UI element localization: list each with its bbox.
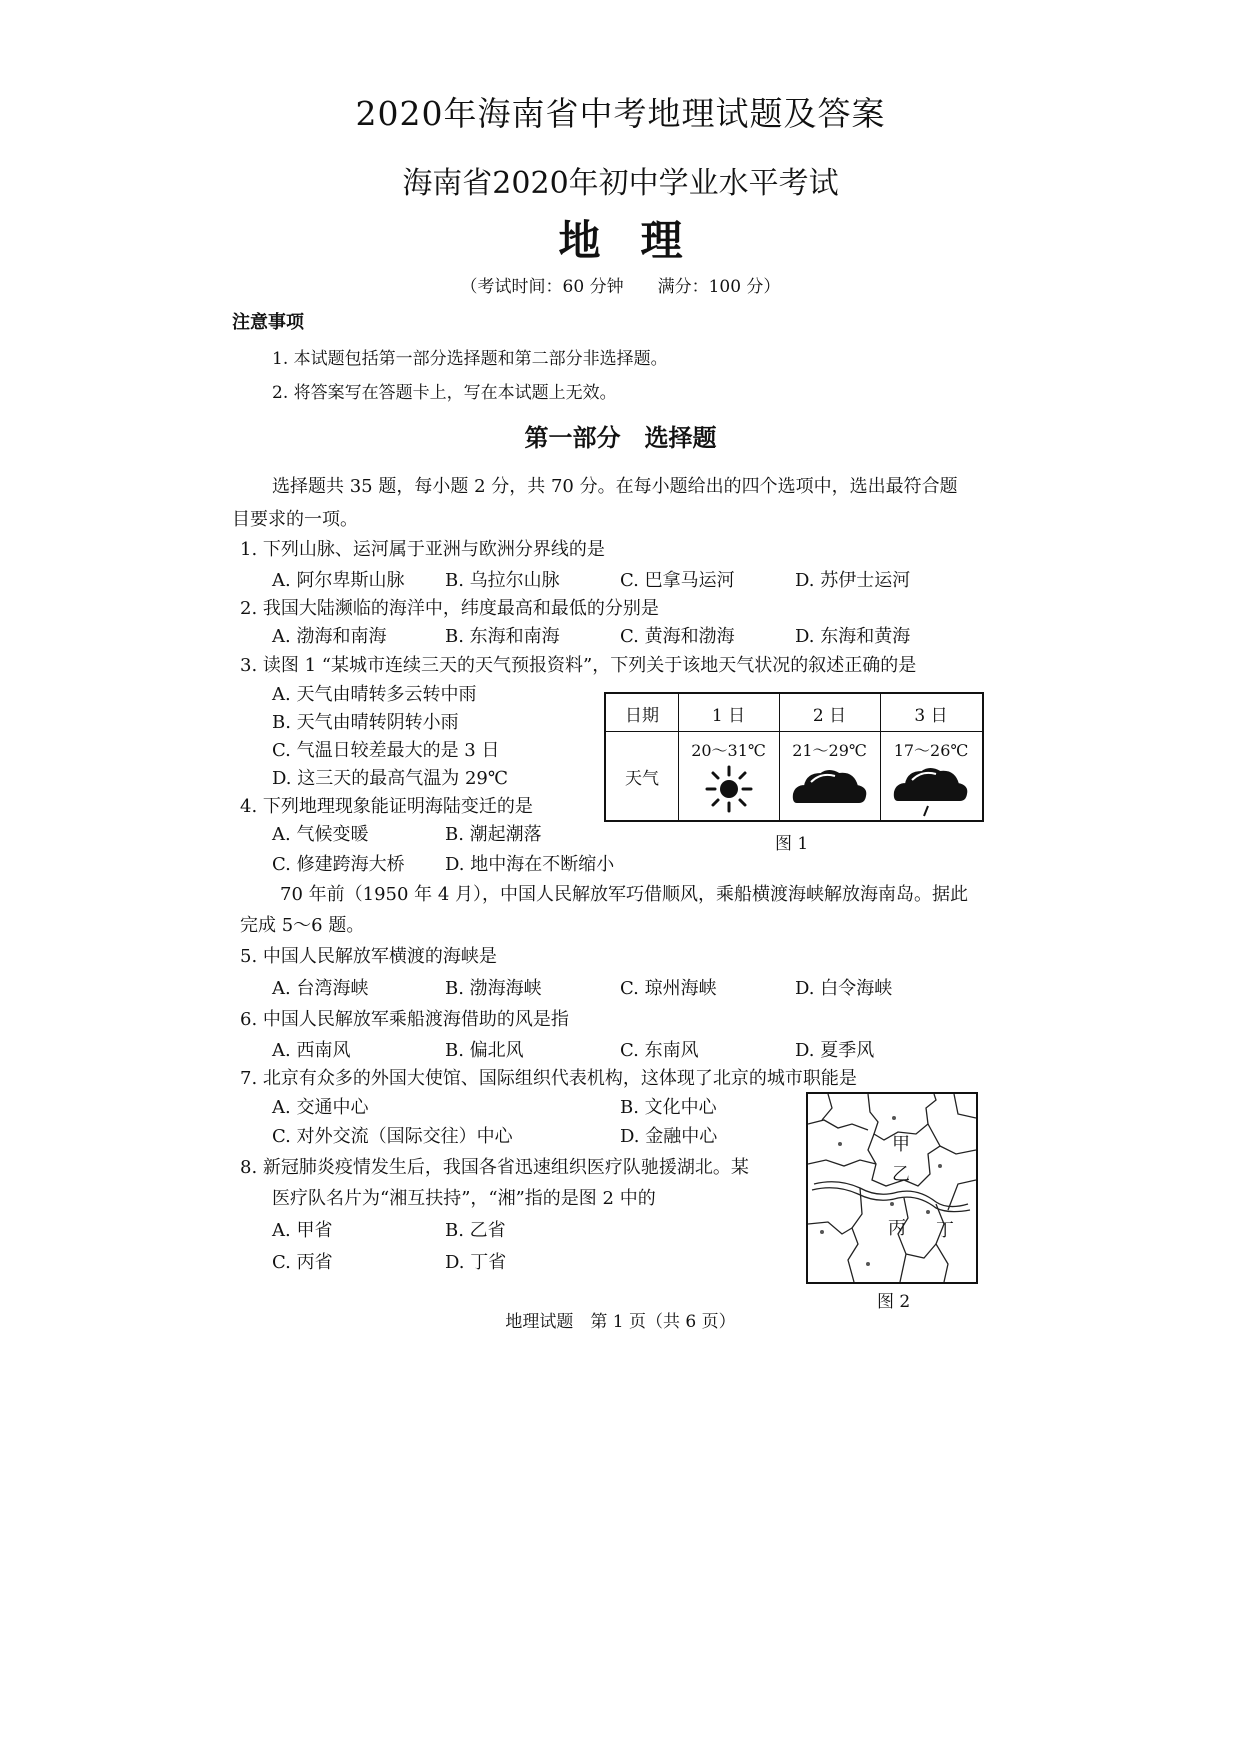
question-4: 4. 下列地理现象能证明海陆变迁的是 (240, 796, 533, 817)
q2-option-a: A. 渤海和南海 (272, 626, 387, 647)
page-footer: 地理试题 第 1 页（共 6 页） (505, 1312, 736, 1332)
q7-option-d: D. 金融中心 (620, 1126, 718, 1147)
overcast-icon (791, 764, 869, 806)
question-8-cont: 医疗队名片为“湘互扶持”，“湘”指的是图 2 中的 (272, 1188, 656, 1209)
table-date-3: 3 日 (914, 706, 948, 726)
table-temp-2: 21～29℃ (792, 741, 867, 760)
table-date-1: 1 日 (711, 706, 746, 726)
province-map-outline (808, 1094, 976, 1282)
q4-option-a: A. 气候变暖 (272, 824, 369, 845)
q3-option-c: C. 气温日较差最大的是 3 日 (272, 740, 500, 761)
table-temp-1: 20～31℃ (691, 741, 766, 760)
question-1: 1. 下列山脉、运河属于亚洲与欧洲分界线的是 (240, 539, 605, 560)
exam-info: （考试时间：60 分钟 满分：100 分） (460, 277, 781, 297)
q2-option-b: B. 东海和南海 (445, 626, 560, 647)
question-2: 2. 我国大陆濒临的海洋中，纬度最高和最低的分别是 (240, 598, 659, 619)
q8-option-d: D. 丁省 (445, 1252, 507, 1273)
passage-5-6: 70 年前（1950 年 4 月），中国人民解放军巧借顺风，乘船横渡海峡解放海南岛。据此 (280, 884, 969, 905)
map-label-jia: 甲 (892, 1134, 910, 1155)
passage-5-6-cont: 完成 5～6 题。 (240, 915, 365, 936)
q5-option-b: B. 渤海海峡 (445, 978, 542, 999)
question-5: 5. 中国人民解放军横渡的海峡是 (240, 946, 497, 967)
notice-heading: 注意事项 (232, 312, 304, 333)
q4-option-c: C. 修建跨海大桥 (272, 854, 405, 875)
q6-option-d: D. 夏季风 (795, 1040, 875, 1061)
q6-option-c: C. 东南风 (620, 1040, 699, 1061)
map-label-ding: 丁 (936, 1220, 954, 1241)
notice-item: 1. 本试题包括第一部分选择题和第二部分非选择题。 (272, 349, 668, 369)
q4-option-b: B. 潮起潮落 (445, 824, 542, 845)
table-row-label-weather: 天气 (625, 769, 659, 789)
q4-option-d: D. 地中海在不断缩小 (445, 854, 615, 875)
q7-option-c: C. 对外交流（国际交往）中心 (272, 1126, 513, 1147)
sun-icon (704, 764, 754, 814)
q6-option-b: B. 偏北风 (445, 1040, 524, 1061)
exam-title: 海南省2020年初中学业水平考试 (402, 166, 839, 201)
figure-1-weather-table (604, 692, 984, 822)
document-title: 2020年海南省中考地理试题及答案 (355, 94, 886, 133)
q2-option-c: C. 黄海和渤海 (620, 626, 735, 647)
q6-option-a: A. 西南风 (272, 1040, 351, 1061)
notice-item: 2. 将答案写在答题卡上，写在本试题上无效。 (272, 383, 617, 403)
map-label-bing: 丙 (888, 1218, 906, 1239)
q8-option-a: A. 甲省 (272, 1220, 333, 1241)
subject-title: 地理 (558, 216, 723, 265)
q7-option-b: B. 文化中心 (620, 1097, 717, 1118)
part1-intro-cont: 目要求的一项。 (232, 509, 358, 530)
q5-option-c: C. 琼州海峡 (620, 978, 717, 999)
figure-2-map (806, 1092, 978, 1284)
q7-option-a: A. 交通中心 (272, 1097, 369, 1118)
q1-option-d: D. 苏伊士运河 (795, 570, 911, 591)
question-7: 7. 北京有众多的外国大使馆、国际组织代表机构，这体现了北京的城市职能是 (240, 1068, 857, 1089)
q8-option-b: B. 乙省 (445, 1220, 506, 1241)
q3-option-b: B. 天气由晴转阴转小雨 (272, 712, 459, 733)
question-3: 3. 读图 1 “某城市连续三天的天气预报资料”，下列关于该地天气状况的叙述正确的是 (240, 655, 917, 676)
table-temp-3: 17～26℃ (893, 741, 969, 760)
part1-intro: 选择题共 35 题，每小题 2 分，共 70 分。在每小题给出的四个选项中，选出最符合题 (272, 476, 958, 497)
q1-option-b: B. 乌拉尔山脉 (445, 570, 560, 591)
question-6: 6. 中国人民解放军乘船渡海借助的风是指 (240, 1009, 569, 1030)
map-label-yi: 乙 (892, 1164, 910, 1185)
q1-option-c: C. 巴拿马运河 (620, 570, 735, 591)
q8-option-c: C. 丙省 (272, 1252, 333, 1273)
light-rain-icon (892, 762, 972, 818)
table-header-date: 日期 (625, 706, 659, 726)
figure-2-caption: 图 2 (877, 1292, 911, 1312)
q1-option-a: A. 阿尔卑斯山脉 (272, 570, 405, 591)
figure-1-caption: 图 1 (775, 834, 809, 854)
q3-option-d: D. 这三天的最高气温为 29℃ (272, 768, 508, 789)
part1-title: 第一部分 选择题 (524, 423, 717, 452)
question-8: 8. 新冠肺炎疫情发生后，我国各省迅速组织医疗队驰援湖北。某 (240, 1157, 749, 1178)
q2-option-d: D. 东海和黄海 (795, 626, 911, 647)
table-date-2: 2 日 (812, 706, 847, 726)
q5-option-d: D. 白令海峡 (795, 978, 893, 999)
q5-option-a: A. 台湾海峡 (272, 978, 369, 999)
q3-option-a: A. 天气由晴转多云转中雨 (272, 684, 477, 705)
